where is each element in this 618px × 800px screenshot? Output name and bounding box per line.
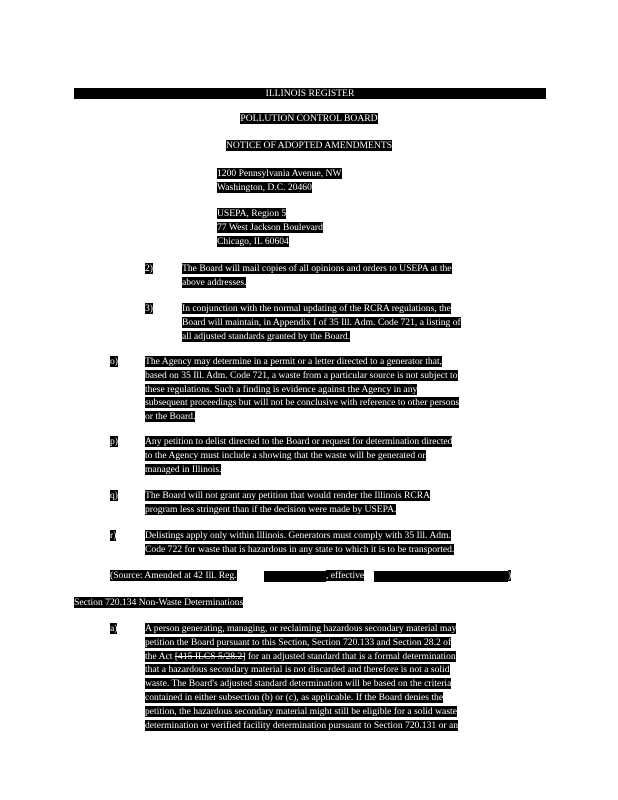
source-suffix: ) [508,570,512,581]
board-title: POLLUTION CONTROL BOARD [240,113,378,124]
item-label: q) [110,490,118,501]
source-prefix: (Source: Amended at 42 Ill. Reg. [110,570,237,581]
blank-field [264,571,326,582]
section-title: Section 720.134 Non-Waste Determinations [74,597,244,608]
struck-citation: [415 ILCS 5/28.2] [174,650,246,662]
item-q-text: The Board will not grant any petition that would render the Illinois RCRA program less stringent than if the decision were made by USEPA. [145,490,431,515]
address-line: 1200 Pennsylvania Avenue, NW [217,168,342,179]
item-p-text: Any petition to delist directed to the Board or request for determination directed to the Agency must include a showing that the waste will be generated or managed in Illinois. [145,436,453,475]
subitem-3-text: In conjunction with the normal updating of the RCRA regulations, the Board will maintain, in Appendix I of 35 Ill. Adm. Code 721, a listing of all adjusted standards granted by the Board. [182,303,461,342]
address-region5 [217,207,323,248]
register-title: ILLINOIS REGISTER [265,88,355,99]
item-r-text: Delistings apply only within Illinois. Generators must comply with 35 Ill. Adm. Code 722 for waste that is hazardous in any state to which it is to be transported. [145,530,455,555]
address-line: Washington, D.C. 20460 [217,181,312,193]
blank-field [374,571,508,582]
subitem-2-text: The Board will mail copies of all opinions and orders to USEPA at the above addresses. [182,263,452,288]
subitem-label: 3) [145,303,153,314]
address-line: Chicago, IL 60604 [217,235,289,247]
section-a-text: A person generating, managing, or reclaiming hazardous secondary material may petition the Board pursuant to this Section, Section 720.133 and Section 28.2 of the Act [415 ILCS 5/28.2] for an adjusted standard that is a formal determination that a hazardous secondary material is not discarded and therefore is not a solid waste. The Board's adjusted standard determination will be based on the criteria contained in either subsection (b) or (c), as applicable. If the Board denies the petition, the hazardous secondary material might still be eligible for a solid waste determination or verified facility determination pursuant to Section 720.131 or an [145,623,459,731]
item-o-text: The Agency may determine in a permit or a letter directed to a generator that, based on 35 Ill. Adm. Code 721, a waste from a particular source is not subject to these regulations. Such a finding is evidence against the Agency in any subsequent proceedings but will not be conclusive with reference to other persons or the Board. [145,356,460,423]
section-item-label: a) [110,623,118,634]
register-header [74,88,546,99]
address-line: 77 West Jackson Boulevard [217,221,323,233]
item-label: p) [110,436,118,447]
address-line: USEPA, Region 5 [217,208,287,219]
source-effective: , effective [326,570,365,581]
item-label: o) [110,356,118,367]
notice-title: NOTICE OF ADOPTED AMENDMENTS [225,140,393,151]
subitem-label: 2) [145,263,153,274]
address-dc [217,167,342,195]
board-title-row [0,112,618,126]
notice-title-row [0,139,618,153]
item-label: r) [110,530,117,541]
